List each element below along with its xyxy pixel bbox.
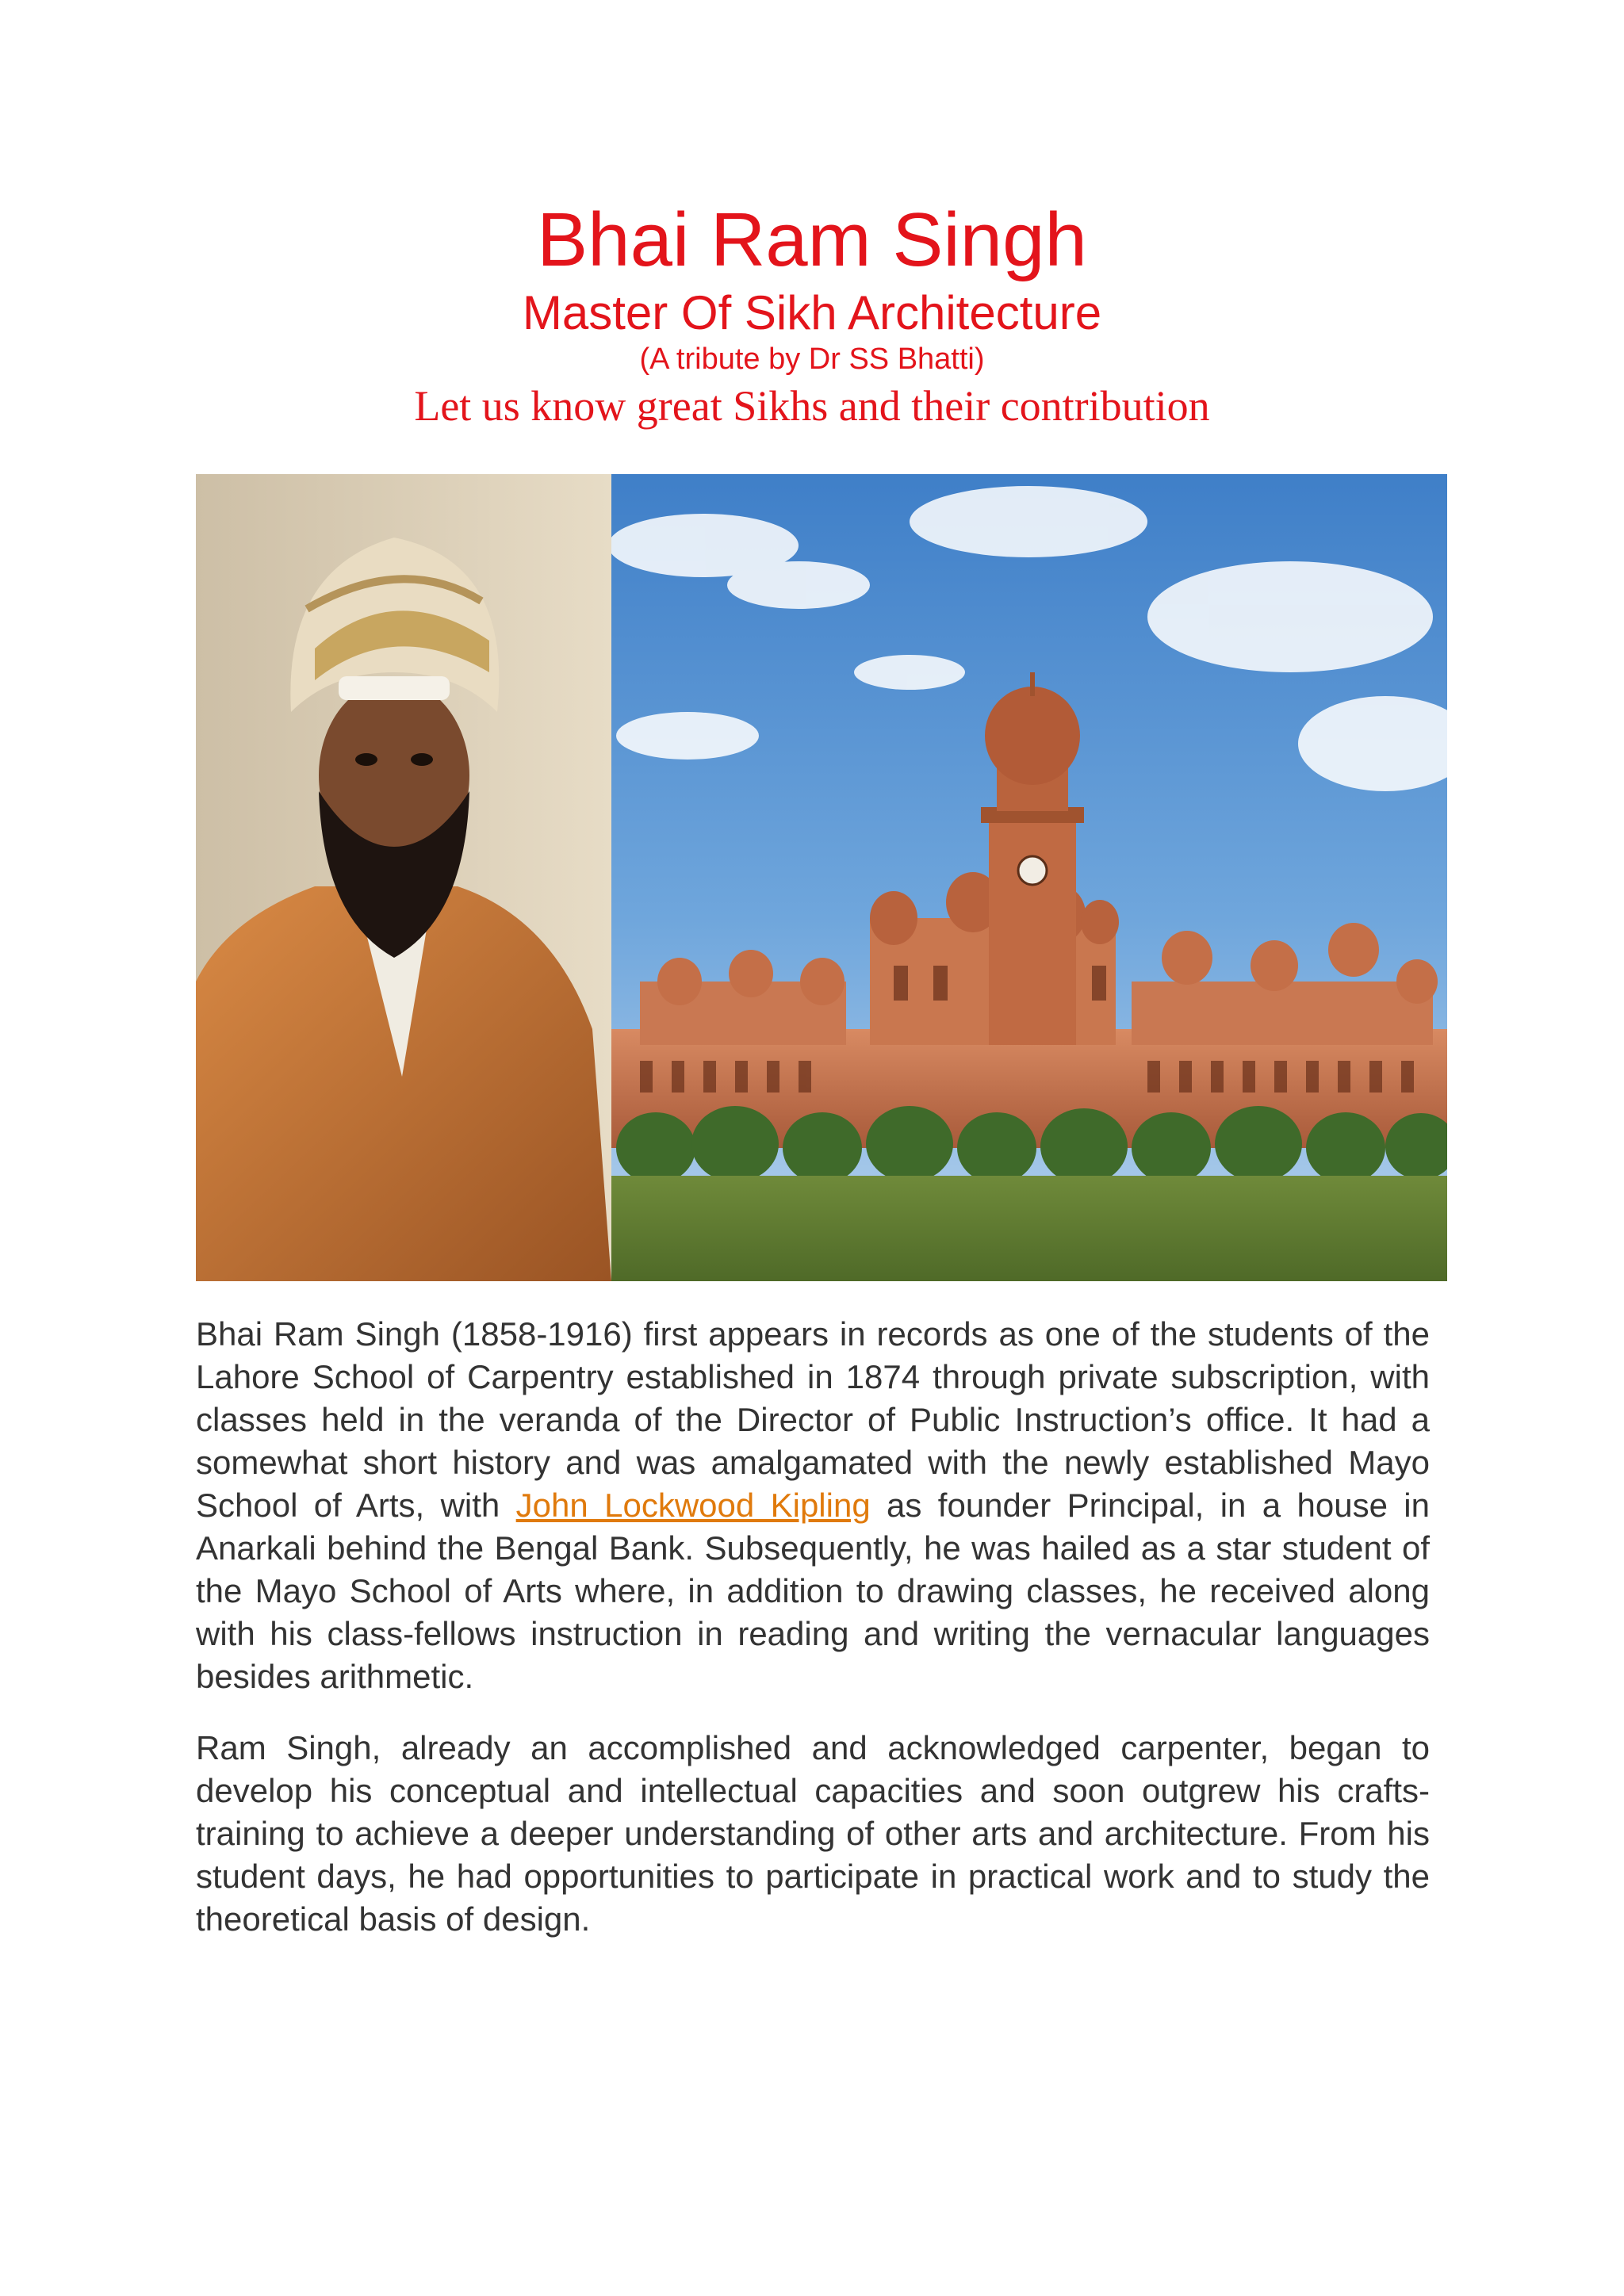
building-image [608,474,1447,1281]
paragraph-1-text-cont: as founder Principal, in a house in Anarkali behind the Bengal Bank. Subsequently, he was hailed as a star student of the Mayo School of Arts where, in addition to drawing classes, he received along with his class-fellows instruction in reading and writing the vernacular languages besides arithmetic. [196,1487,1430,1695]
page-title: Bhai Ram Singh [537,197,1087,282]
hero-image [196,474,1447,1281]
article-body [196,1313,1430,1969]
portrait-image [196,474,611,1281]
header [0,197,1624,431]
hero-illustration [196,474,1447,1281]
john-lockwood-kipling-link[interactable]: John Lockwood Kipling [515,1487,871,1524]
author-credit: (A tribute by Dr SS Bhatti) [639,342,985,376]
paragraph-2: Ram Singh, already an accomplished and acknowledged carpenter, began to develop his conceptual and intellectual capacities and soon outgrew his crafts-training to achieve a deeper understanding of other arts and architecture. From his student days, he had opportunities to participate in practical work and to study the theoretical basis of design. [196,1729,1430,1938]
tagline: Let us know great Sikhs and their contribution [414,382,1210,430]
paragraph-1-text: Bhai Ram Singh (1858-1916) first appears in records as one of the students of the Lahore School of Carpentry established in 1874 through private subscription, with classes held in the veranda of the Director of Public Instruction’s office. It had a somewhat short history and was amalgamated with the newly established Mayo School of Arts, with [196,1315,1430,1524]
paragraph-1 [196,1313,1430,1698]
page-subtitle: Master Of Sikh Architecture [522,286,1102,339]
